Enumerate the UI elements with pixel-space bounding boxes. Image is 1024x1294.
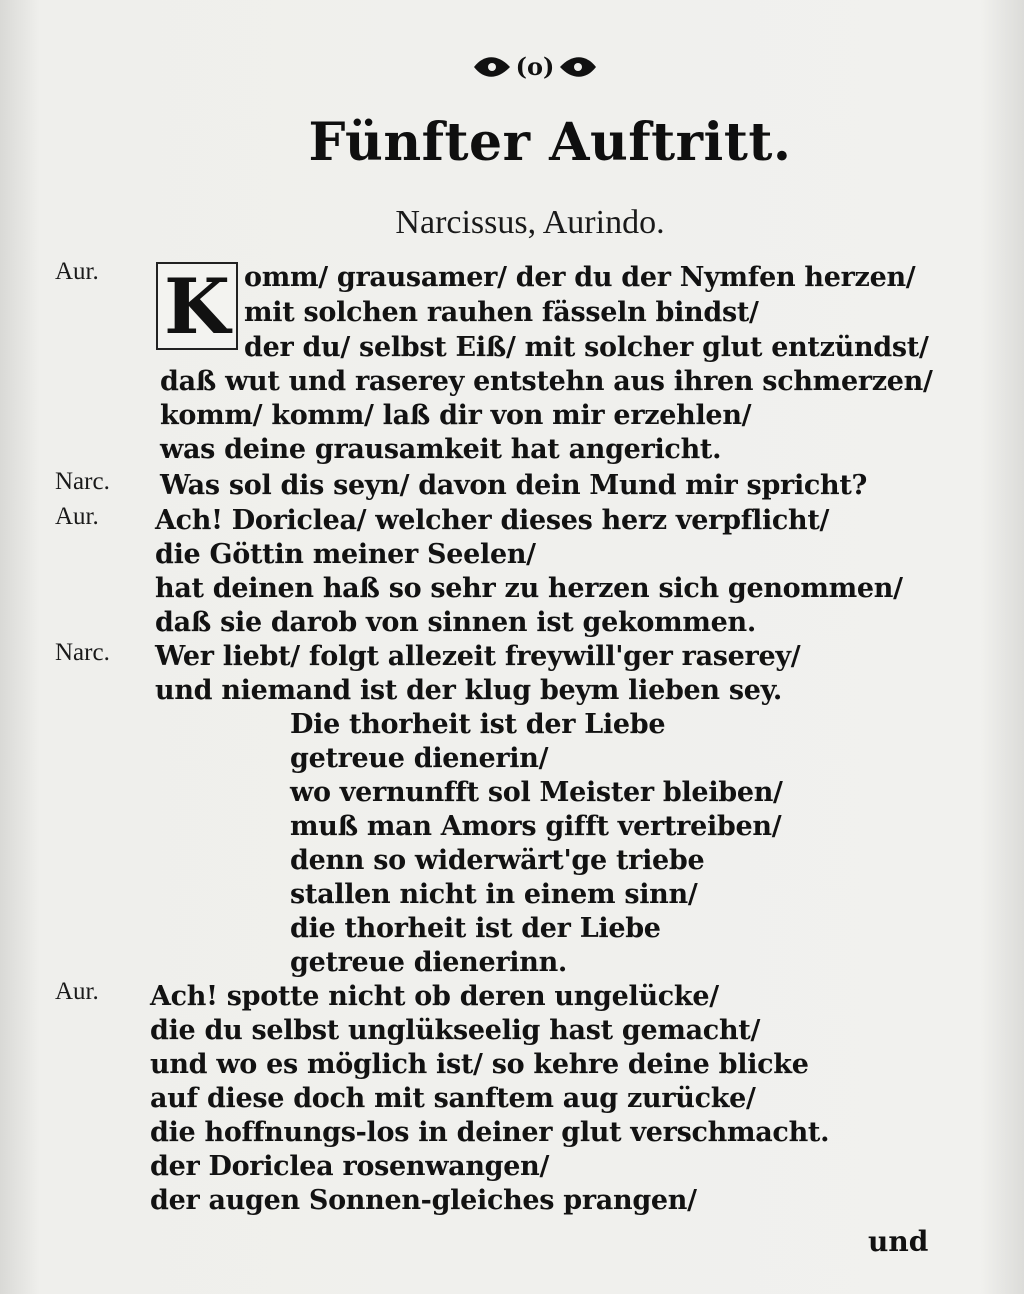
ornament-icon bbox=[470, 50, 600, 84]
verse-line: Wer liebt/ folgt allezeit freywill'ger raserey/ bbox=[155, 641, 801, 672]
verse-line: Was sol dis seyn/ davon dein Mund mir spricht? bbox=[160, 470, 868, 501]
speaker-label: Aur. bbox=[55, 258, 99, 285]
verse-line: der augen Sonnen-gleiches prangen/ bbox=[150, 1185, 697, 1216]
catchword: und bbox=[868, 1225, 929, 1258]
ornament-text: (o) bbox=[515, 52, 555, 81]
verse-line: omm/ grausamer/ der du der Nymfen herzen/ bbox=[244, 262, 916, 293]
verse-line: und wo es möglich ist/ so kehre deine blicke bbox=[150, 1049, 809, 1080]
verse-line: wo vernunfft sol Meister bleiben/ bbox=[290, 777, 783, 808]
verse-line: die hoffnungs-los in deiner glut verschmacht. bbox=[150, 1117, 830, 1148]
scene-title: Fünfter Auftritt. bbox=[308, 112, 792, 173]
cast-list: Narcissus, Aurindo. bbox=[395, 204, 665, 241]
verse-line: muß man Amors gifft vertreiben/ bbox=[290, 811, 782, 842]
verse-line: was deine grausamkeit hat angericht. bbox=[160, 434, 722, 465]
verse-line: daß wut und raserey entstehn aus ihren schmerzen/ bbox=[160, 366, 933, 397]
verse-line: komm/ komm/ laß dir von mir erzehlen/ bbox=[160, 400, 752, 431]
verse-line: der Doriclea rosenwangen/ bbox=[150, 1151, 550, 1182]
verse-line: die Göttin meiner Seelen/ bbox=[155, 539, 536, 570]
verse-line: daß sie darob von sinnen ist gekommen. bbox=[155, 607, 756, 638]
verse-line: der du/ selbst Eiß/ mit solcher glut entzündst/ bbox=[244, 332, 929, 363]
speaker-label: Aur. bbox=[55, 978, 99, 1005]
verse-line: die du selbst unglükseelig hast gemacht/ bbox=[150, 1015, 761, 1046]
drop-cap: K bbox=[156, 262, 238, 350]
speaker-label: Narc. bbox=[55, 639, 110, 666]
verse-line: Die thorheit ist der Liebe bbox=[290, 709, 666, 740]
speaker-label: Narc. bbox=[55, 468, 110, 495]
header-ornament bbox=[470, 50, 600, 84]
verse-line: die thorheit ist der Liebe bbox=[290, 913, 661, 944]
verse-line: auf diese doch mit sanftem aug zurücke/ bbox=[150, 1083, 756, 1114]
verse-line: Ach! Doriclea/ welcher dieses herz verpflicht/ bbox=[155, 505, 830, 536]
verse-line: stallen nicht in einem sinn/ bbox=[290, 879, 698, 910]
verse-line: Ach! spotte nicht ob deren ungelücke/ bbox=[150, 981, 719, 1012]
verse-line: hat deinen haß so sehr zu herzen sich genommen/ bbox=[155, 573, 903, 604]
verse-line: getreue dienerinn. bbox=[290, 947, 568, 978]
verse-line: getreue dienerin/ bbox=[290, 743, 549, 774]
speaker-label: Aur. bbox=[55, 503, 99, 530]
verse-line: mit solchen rauhen fässeln bindst/ bbox=[244, 297, 759, 328]
verse-line: denn so widerwärt'ge triebe bbox=[290, 845, 705, 876]
verse-line: und niemand ist der klug beym lieben sey. bbox=[155, 675, 783, 706]
